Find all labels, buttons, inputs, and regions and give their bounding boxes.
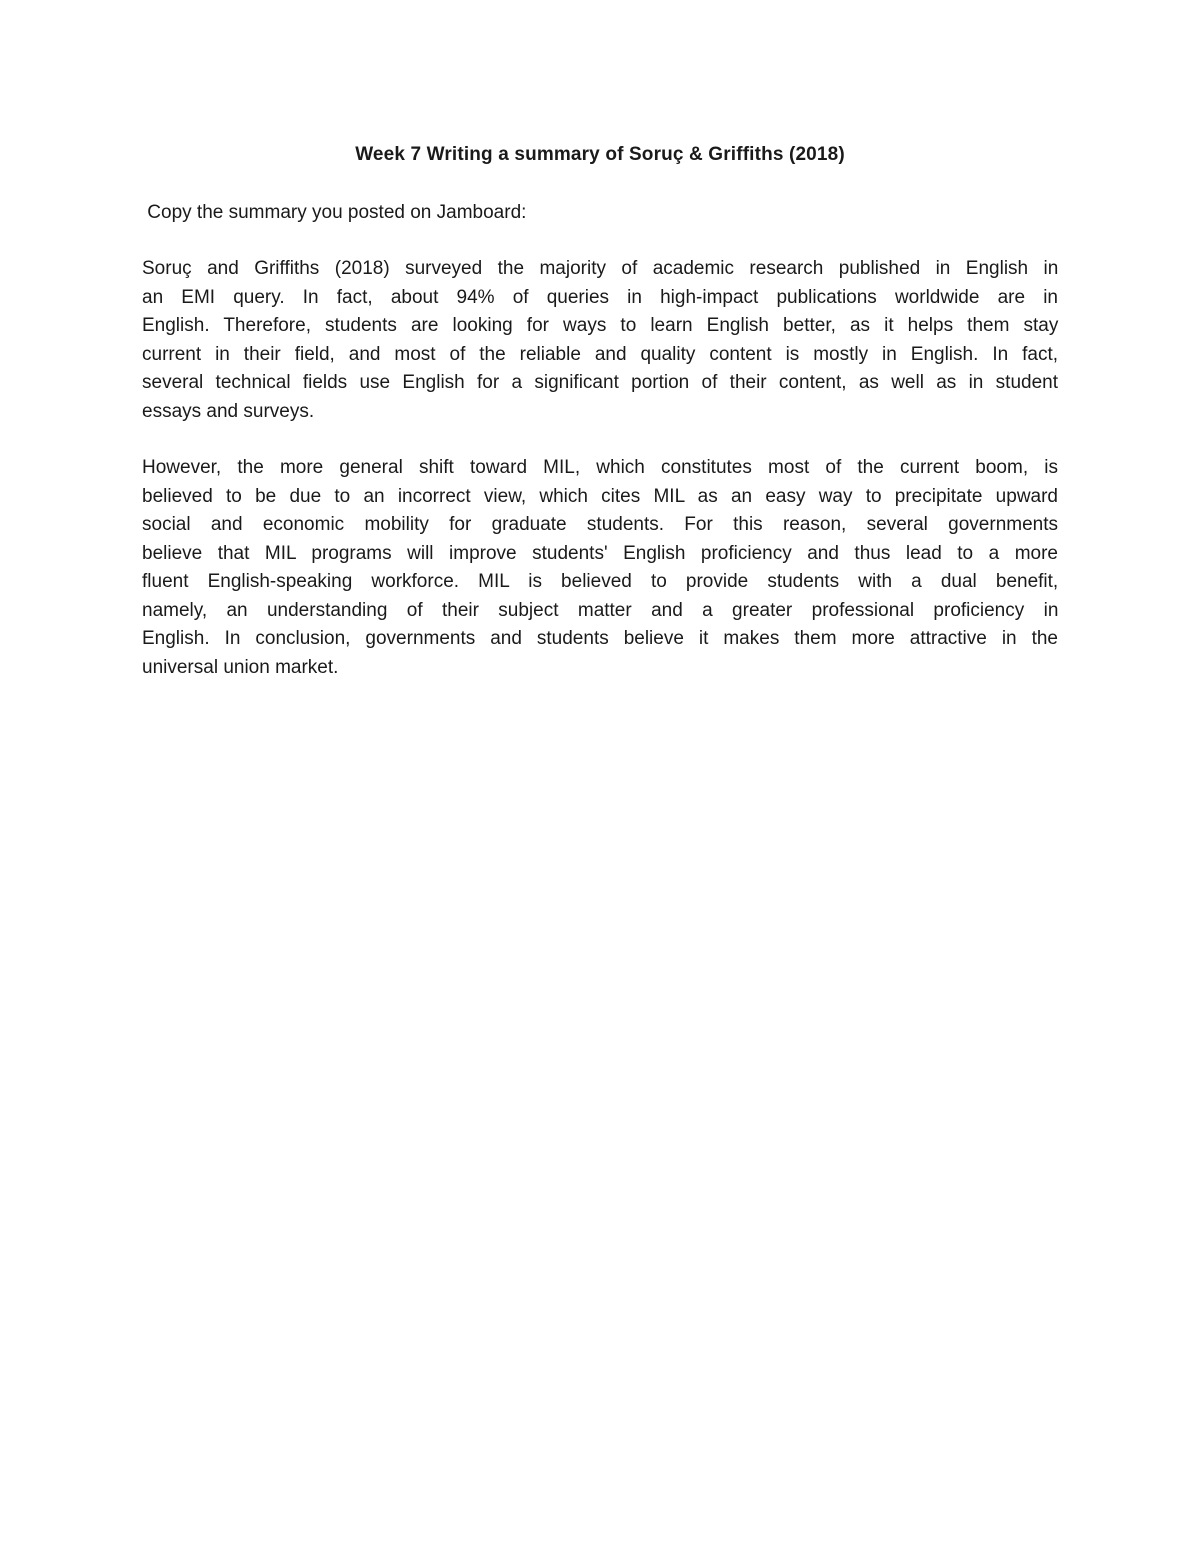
paragraph-line: fluent English-speaking workforce. MIL is believed to provide students with a dual benefit,: [142, 571, 1059, 592]
paragraph-line: an EMI query. In fact, about 94% of queries in high-impact publications worldwide are in: [142, 286, 1058, 308]
summary-paragraph-1: [142, 255, 1058, 426]
paragraph-line: current in their field, and most of the reliable and quality content is mostly in English. In fact,: [142, 343, 1058, 365]
paragraph-line: English. Therefore, students are looking for ways to learn English better, as it helps them stay: [142, 315, 1059, 336]
paragraph-line: several technical fields use English for a significant portion of their content, as well as in student: [142, 372, 1058, 393]
paragraph-line: believed to be due to an incorrect view, which cites MIL as an easy way to precipitate upward: [142, 485, 1058, 507]
paragraph-line: social and economic mobility for graduate students. For this reason, several governments: [142, 514, 1058, 535]
paragraph-line: namely, an understanding of their subject matter and a greater professional proficiency in: [142, 599, 1059, 621]
paragraph-line: essays and surveys.: [142, 400, 315, 422]
document-title: Week 7 Writing a summary of Soruç & Griffiths (2018): [355, 144, 845, 165]
summary-paragraph-2: [142, 454, 1058, 682]
paragraph-line: English. In conclusion, governments and students believe it makes them more attractive in the: [142, 628, 1058, 649]
paragraph-line: Soruç and Griffiths (2018) surveyed the majority of academic research published in English in: [142, 258, 1059, 279]
paragraph-line: believe that MIL programs will improve students' English proficiency and thus lead to a more: [142, 542, 1058, 564]
paragraph-line: universal union market.: [142, 656, 339, 678]
intro-instruction: Copy the summary you posted on Jamboard:: [142, 202, 527, 223]
paragraph-line: However, the more general shift toward MIL, which constitutes most of the current boom, is: [142, 457, 1058, 478]
